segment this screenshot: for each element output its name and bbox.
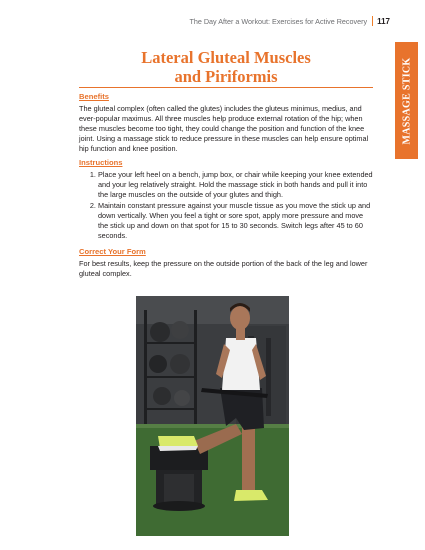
benefits-text: The gluteal complex (often called the glutes) includes the gluteus minimus, medius, and ever-popular maximus. All three muscles help produce external rotation of the hip; when these muscles become too tight, they could change the position and function of the knee joint. Using a massage stick to reduce pressure in these muscles can help ensure optimal hip function and knee position. (79, 103, 369, 153)
instruction-step: 2. Maintain constant pressure against your muscle tissue as you move the stick up and down vertically. When you feel a tight or sore spot, apply more pressure and move the stick up and down on that spot for 15 to 30 seconds. Switch legs after 45 to 60 seconds. (98, 201, 373, 241)
article-body (79, 92, 373, 283)
section-side-tab (395, 42, 418, 159)
instruction-step: 1. Place your left heel on a bench, jump box, or chair while keeping your knee extended and your leg relatively straight. Hold the massage stick in both hands and pull it into the large muscles on the outside of your glutes and thigh. (98, 170, 373, 200)
title-line-2: and Piriformis (174, 67, 278, 86)
instructions-heading: Instructions (79, 158, 123, 168)
page-title (80, 48, 372, 86)
exercise-photo (136, 296, 289, 536)
instructions-list (79, 170, 373, 240)
title-underline-rule (79, 87, 373, 88)
running-title: The Day After a Workout: Exercises for Active Recovery (189, 17, 368, 26)
exercise-photo-illustration (136, 296, 289, 536)
page-number: 117 (377, 17, 390, 26)
side-tab-label: MASSAGE STICK (401, 57, 412, 144)
form-text: For best results, keep the pressure on the outside portion of the back of the leg and lower gluteal complex. (79, 258, 368, 278)
running-header (0, 17, 390, 27)
form-heading: Correct Your Form (79, 246, 146, 256)
header-divider (372, 16, 373, 26)
benefits-heading: Benefits (79, 92, 109, 101)
title-line-1: Lateral Gluteal Muscles (141, 48, 311, 67)
